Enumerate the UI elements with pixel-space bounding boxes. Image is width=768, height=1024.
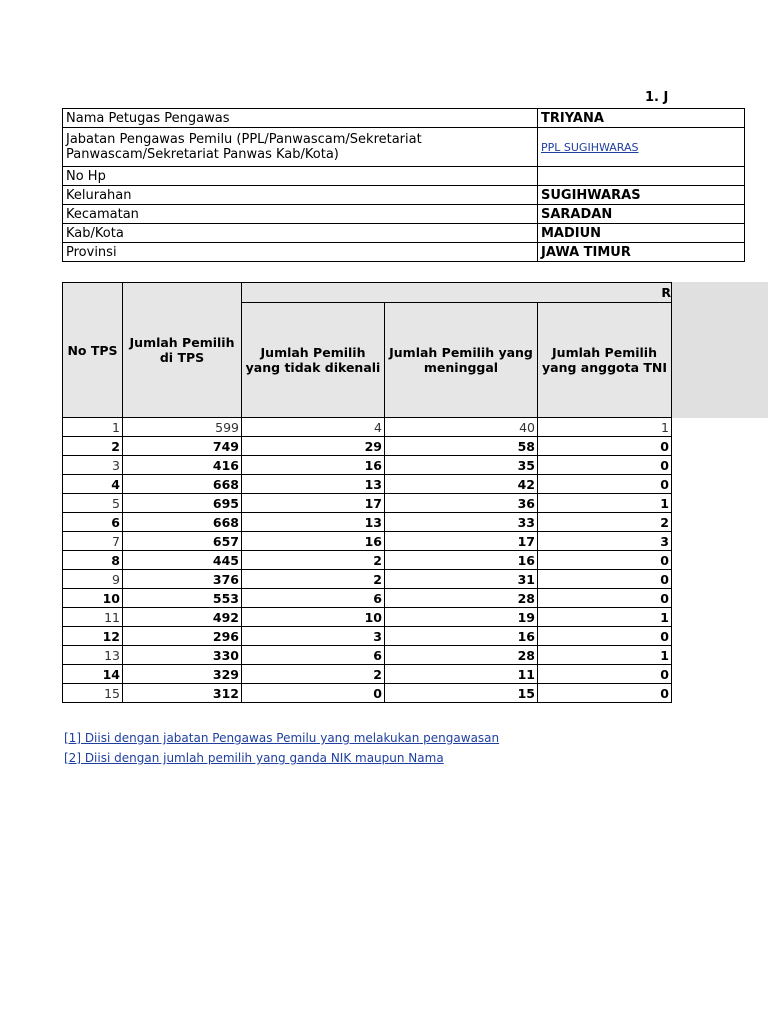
table-row (63, 532, 672, 551)
info-row (63, 186, 745, 205)
table-cell: 1 (538, 494, 672, 513)
table-cell: 16 (242, 532, 385, 551)
table-cell: 445 (123, 551, 242, 570)
table-cell: 668 (123, 513, 242, 532)
table-cell: 58 (385, 437, 538, 456)
table-cell: 749 (123, 437, 242, 456)
info-row (63, 109, 745, 128)
table-cell: 492 (123, 608, 242, 627)
table-cell: 12 (63, 627, 123, 646)
voter-data-table (62, 282, 672, 703)
table-cell: 1 (538, 418, 672, 437)
table-cell: 16 (385, 551, 538, 570)
table-cell: 15 (385, 684, 538, 703)
table-cell: 15 (63, 684, 123, 703)
table-cell: 13 (242, 475, 385, 494)
table-row (63, 627, 672, 646)
table-cell: 14 (63, 665, 123, 684)
table-cell: 1 (538, 608, 672, 627)
table-cell: 0 (538, 684, 672, 703)
info-value: JAWA TIMUR (538, 243, 745, 262)
table-cell: 0 (538, 475, 672, 494)
table-cell: 28 (385, 646, 538, 665)
officer-info-table (62, 108, 745, 262)
footnotes (64, 728, 499, 768)
table-cell: 6 (242, 646, 385, 665)
table-row (63, 646, 672, 665)
table-row (63, 551, 672, 570)
table-cell: 2 (242, 551, 385, 570)
table-cell: 1 (63, 418, 123, 437)
table-cell: 0 (242, 684, 385, 703)
table-cell: 16 (385, 627, 538, 646)
header-meninggal: Jumlah Pemilih yang meninggal (385, 303, 538, 418)
table-row (63, 570, 672, 589)
table-cell: 13 (63, 646, 123, 665)
table-row (63, 513, 672, 532)
table-row (63, 589, 672, 608)
table-cell: 6 (242, 589, 385, 608)
table-cell: 4 (242, 418, 385, 437)
table-cell: 0 (538, 665, 672, 684)
table-cell: 376 (123, 570, 242, 589)
info-value (538, 167, 745, 186)
table-cell: 3 (242, 627, 385, 646)
info-value: SUGIHWARAS (538, 186, 745, 205)
header-anggota-tni: Jumlah Pemilih yang anggota TNI (538, 303, 672, 418)
table-cell: 0 (538, 551, 672, 570)
header-group: R (242, 283, 672, 303)
table-cell: 3 (538, 532, 672, 551)
info-row (63, 224, 745, 243)
footnote-link[interactable]: [2] Diisi dengan jumlah pemilih yang ganda NIK maupun Nama (64, 751, 444, 765)
table-cell: 17 (242, 494, 385, 513)
table-cell: 35 (385, 456, 538, 475)
info-value: TRIYANA (538, 109, 745, 128)
table-cell: 3 (63, 456, 123, 475)
table-cell: 2 (242, 570, 385, 589)
header-tidak-dikenali: Jumlah Pemilih yang tidak dikenali (242, 303, 385, 418)
info-label: Kelurahan (63, 186, 538, 205)
header-overflow-fill (672, 282, 768, 418)
table-row (63, 684, 672, 703)
table-row (63, 608, 672, 627)
info-row (63, 167, 745, 186)
info-row (63, 205, 745, 224)
table-cell: 553 (123, 589, 242, 608)
table-cell: 19 (385, 608, 538, 627)
table-body (63, 418, 672, 703)
table-row (63, 418, 672, 437)
table-cell: 10 (242, 608, 385, 627)
table-cell: 0 (538, 627, 672, 646)
table-cell: 0 (538, 589, 672, 608)
table-cell: 42 (385, 475, 538, 494)
table-cell: 29 (242, 437, 385, 456)
footnote-link[interactable]: [1] Diisi dengan jabatan Pengawas Pemilu yang melakukan pengawasan (64, 731, 500, 745)
table-cell: 695 (123, 494, 242, 513)
table-cell: 330 (123, 646, 242, 665)
table-cell: 28 (385, 589, 538, 608)
table-cell: 416 (123, 456, 242, 475)
position-link[interactable]: PPL SUGIHWARAS (538, 128, 745, 167)
table-cell: 296 (123, 627, 242, 646)
table-cell: 9 (63, 570, 123, 589)
info-label: Nama Petugas Pengawas (63, 109, 538, 128)
table-cell: 2 (538, 513, 672, 532)
table-cell: 1 (538, 646, 672, 665)
info-label: Jabatan Pengawas Pemilu (PPL/Panwascam/Sekretariat Panwascam/Sekretariat Panwas Kab/Kota) (63, 128, 538, 167)
table-cell: 13 (242, 513, 385, 532)
table-cell: 7 (63, 532, 123, 551)
table-cell: 657 (123, 532, 242, 551)
table-cell: 2 (242, 665, 385, 684)
table-cell: 5 (63, 494, 123, 513)
table-row (63, 665, 672, 684)
table-cell: 668 (123, 475, 242, 494)
table-cell: 40 (385, 418, 538, 437)
table-cell: 33 (385, 513, 538, 532)
table-cell: 329 (123, 665, 242, 684)
info-row (63, 243, 745, 262)
header-no-tps: No TPS (63, 283, 123, 418)
table-row (63, 456, 672, 475)
table-cell: 31 (385, 570, 538, 589)
table-cell: 36 (385, 494, 538, 513)
table-cell: 4 (63, 475, 123, 494)
table-cell: 11 (385, 665, 538, 684)
table-cell: 17 (385, 532, 538, 551)
info-label: Kecamatan (63, 205, 538, 224)
info-label: Provinsi (63, 243, 538, 262)
table-cell: 11 (63, 608, 123, 627)
table-row (63, 494, 672, 513)
table-cell: 8 (63, 551, 123, 570)
table-cell: 2 (63, 437, 123, 456)
table-cell: 599 (123, 418, 242, 437)
info-value: MADIUN (538, 224, 745, 243)
table-row (63, 475, 672, 494)
table-cell: 16 (242, 456, 385, 475)
table-cell: 0 (538, 456, 672, 475)
info-label: Kab/Kota (63, 224, 538, 243)
info-row (63, 128, 745, 167)
table-cell: 10 (63, 589, 123, 608)
table-row (63, 437, 672, 456)
info-value: SARADAN (538, 205, 745, 224)
table-cell: 6 (63, 513, 123, 532)
table-cell: 0 (538, 570, 672, 589)
table-cell: 312 (123, 684, 242, 703)
header-jumlah-pemilih: Jumlah Pemilih di TPS (123, 283, 242, 418)
info-label: No Hp (63, 167, 538, 186)
sheet-title: 1. J (645, 90, 669, 105)
table-cell: 0 (538, 437, 672, 456)
